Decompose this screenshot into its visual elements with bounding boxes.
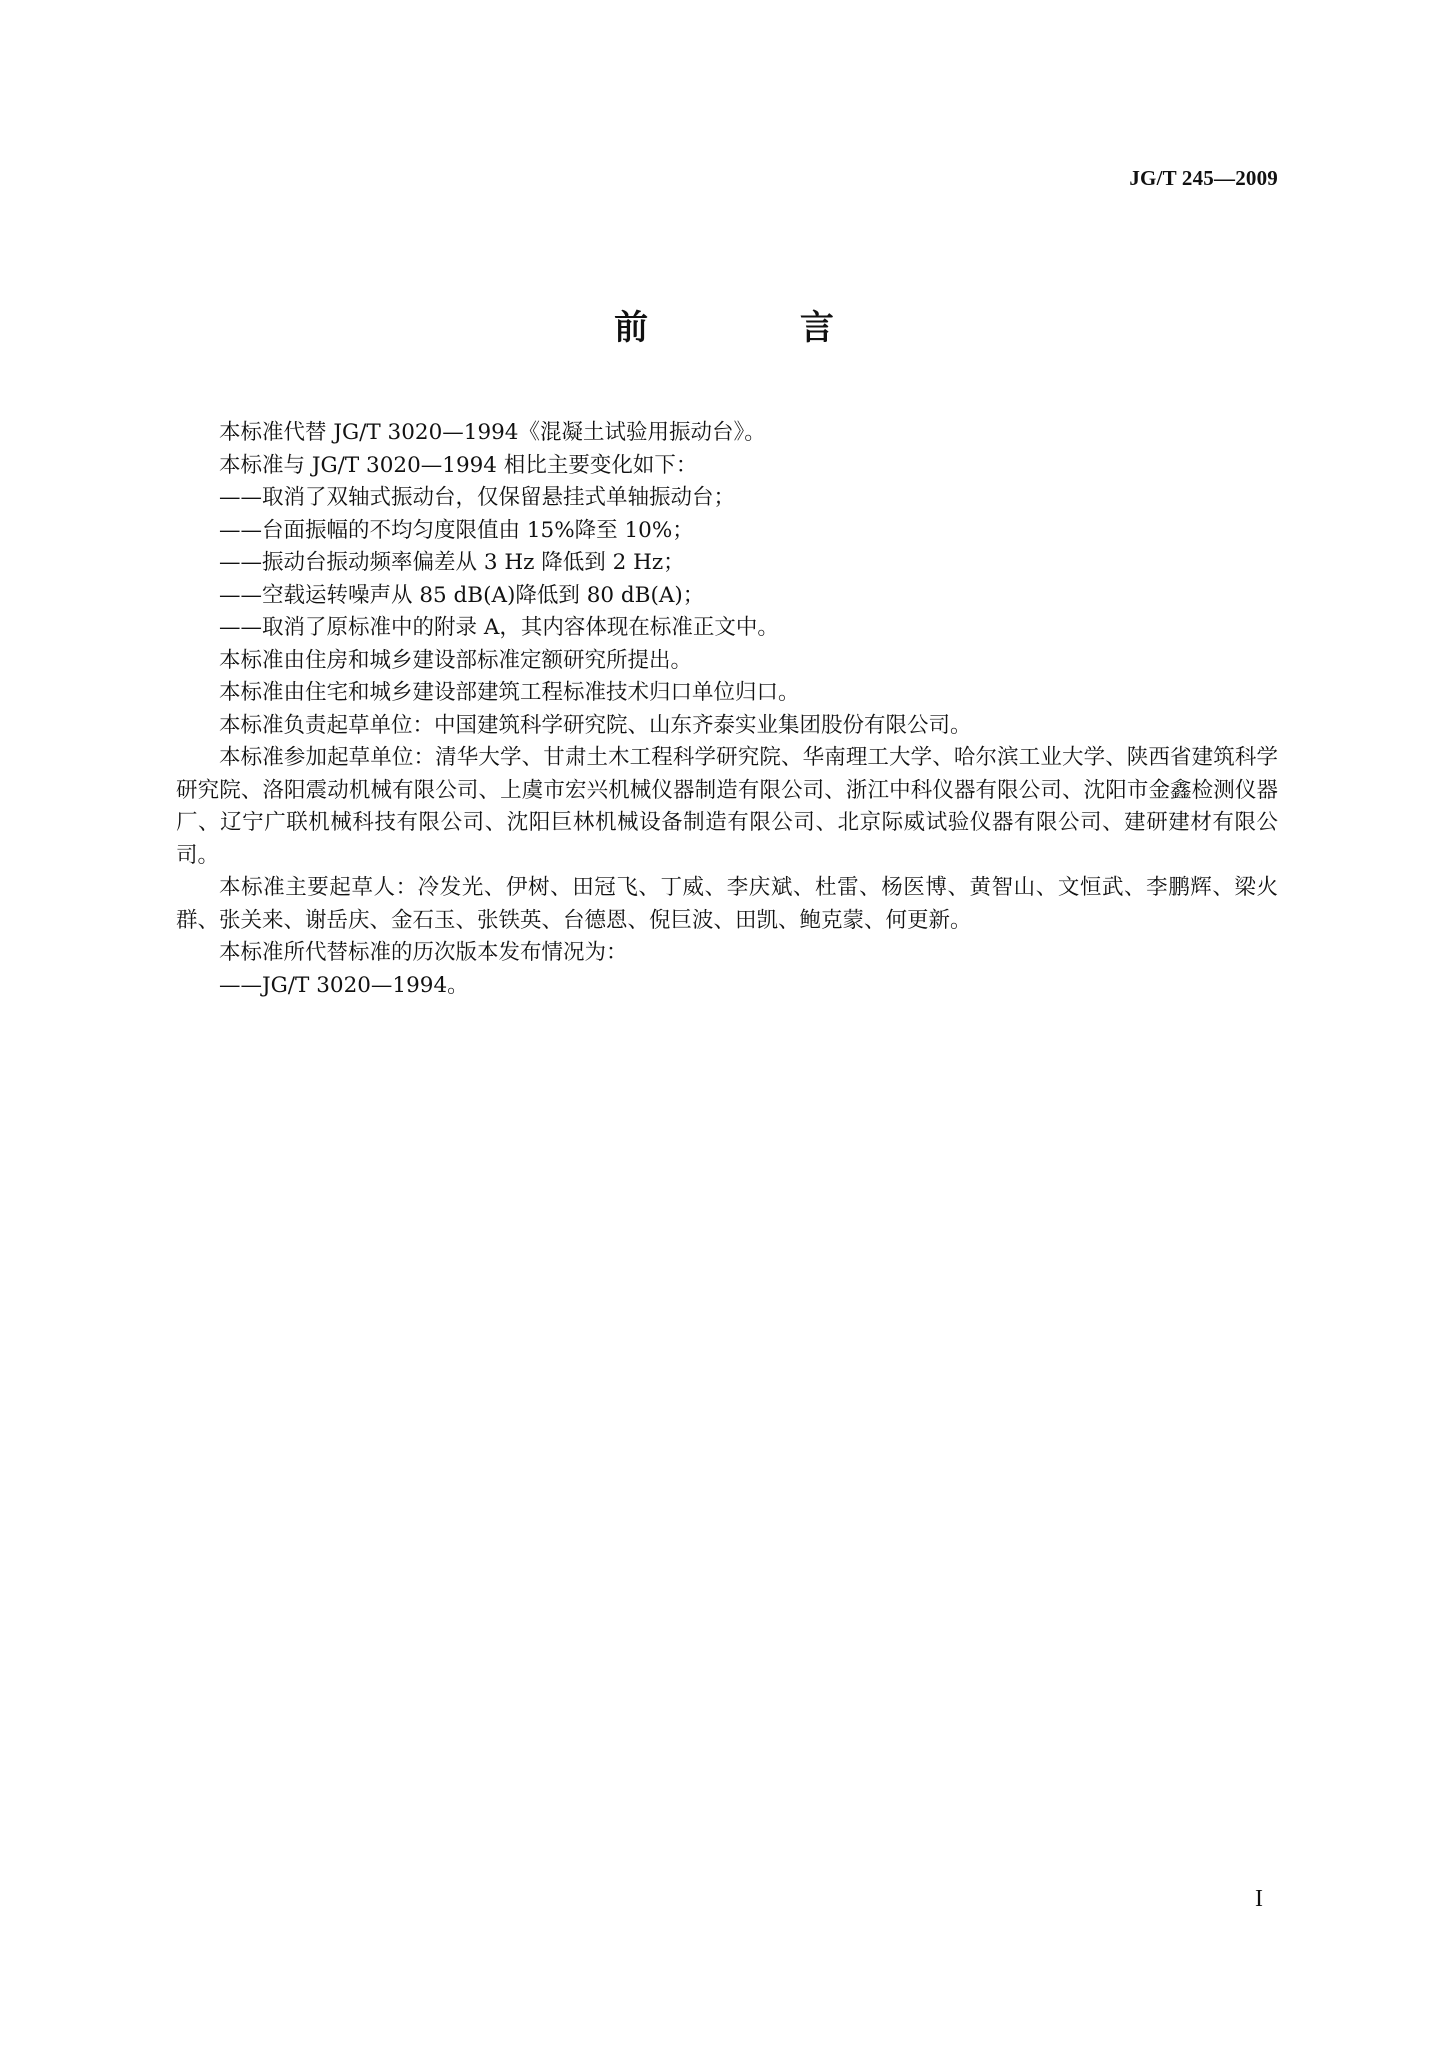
paragraph-changes-intro: 本标准与 JG/T 3020—1994 相比主要变化如下：	[219, 452, 698, 478]
paragraph-main-drafters: 本标准主要起草人：冷发光、伊树、田冠飞、丁威、李庆斌、杜雷、杨医博、黄智山、文恒武、李鹏辉、梁火群、张关来、谢岳庆、金石玉、张铁英、台德恩、倪巨波、田凯、鲍克蒙、何更新。	[176, 875, 1278, 933]
page-title: 前 言	[614, 308, 904, 348]
paragraph-lead-drafters: 本标准负责起草单位：中国建筑科学研究院、山东齐泰实业集团股份有限公司。	[219, 712, 972, 738]
page-number: I	[1255, 1886, 1263, 1912]
foreword-body	[176, 417, 1278, 1002]
change-item: ——空载运转噪声从 85 dB(A)降低到 80 dB(A)；	[219, 582, 705, 608]
history-item: ——JG/T 3020—1994。	[219, 972, 469, 998]
paragraph-history-intro: 本标准所代替标准的历次版本发布情况为：	[219, 940, 628, 965]
change-item: ——取消了双轴式振动台，仅保留悬挂式单轴振动台；	[219, 485, 736, 510]
paragraph-participating-drafters: 本标准参加起草单位：清华大学、甘肃土木工程科学研究院、华南理工大学、哈尔滨工业大学、陕西省建筑科学研究院、洛阳震动机械有限公司、上虞市宏兴机械仪器制造有限公司、浙江中科仪器有限公司、沈阳市金鑫检测仪器厂、辽宁广联机械科技有限公司、沈阳巨林机械设备制造有限公司、北京际威试验仪器有限公司、建研建材有限公司。	[176, 745, 1278, 868]
standard-code: JG/T 245—2009	[1129, 166, 1278, 190]
change-item: ——振动台振动频率偏差从 3 Hz 降低到 2 Hz；	[219, 550, 685, 575]
paragraph-replaces: 本标准代替 JG/T 3020—1994《混凝土试验用振动台》。	[219, 420, 766, 445]
change-item: ——台面振幅的不均匀度限值由 15%降至 10%；	[219, 517, 694, 543]
change-item: ——取消了原标准中的附录 A，其内容体现在标准正文中。	[219, 615, 779, 640]
paragraph-centralized: 本标准由住宅和城乡建设部建筑工程标准技术归口单位归口。	[219, 680, 800, 705]
paragraph-proposer: 本标准由住房和城乡建设部标准定额研究所提出。	[219, 647, 693, 673]
